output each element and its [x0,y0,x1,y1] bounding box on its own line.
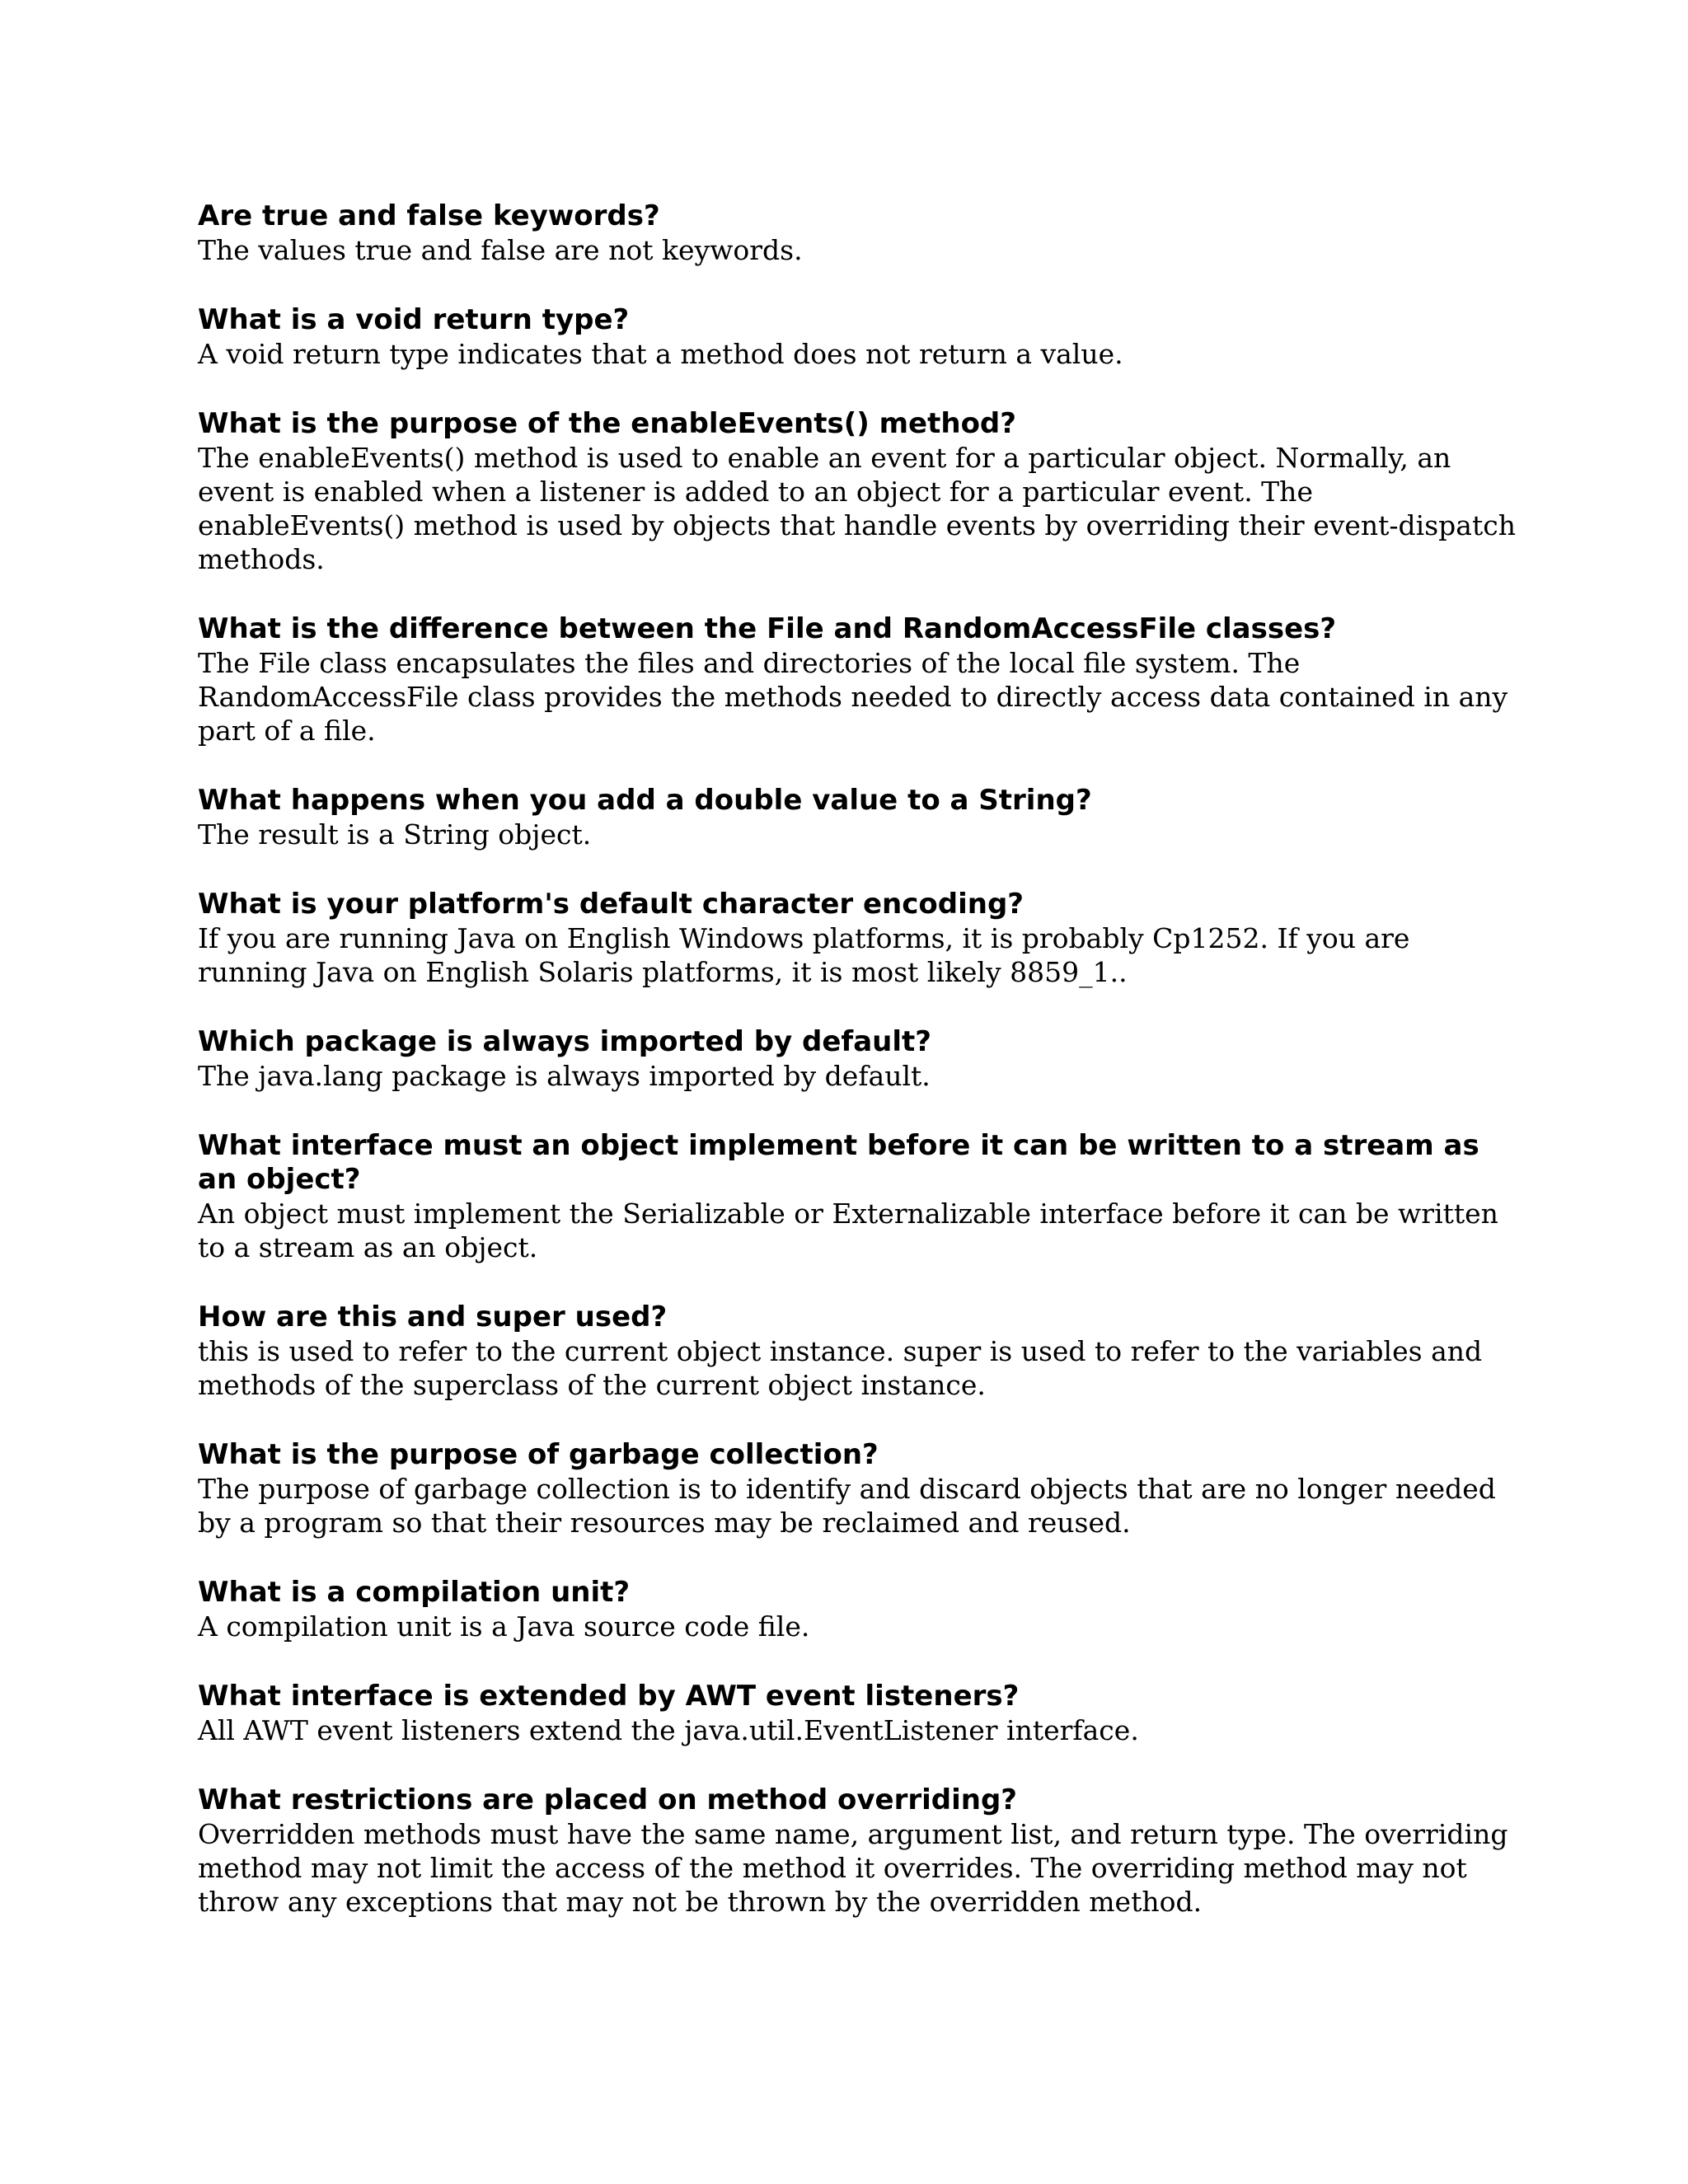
question-heading: What restrictions are placed on method overriding? [198,1783,1018,1816]
answer-text: The enableEvents() method is used to enable an event for a particular object. Normally, an event is enabled when a listener is added to an object for a particular event. The enableEvents() method is used by objects that handle events by overriding their event-dispatch methods. [198,442,1516,575]
question-heading: What is a compilation unit? [198,1576,631,1609]
question-heading: What interface must an object implement before it can be written to a stream as an object? [198,1129,1479,1196]
answer-text: The File class encapsulates the files and directories of the local file system. The RandomAccessFile class provides the methods needed to directly access data contained in any part of a file. [198,647,1508,747]
question-heading: What interface is extended by AWT event listeners? [198,1680,1020,1713]
question-heading: What is the purpose of garbage collection? [198,1438,879,1471]
qa-item [198,888,1517,989]
qa-item [198,1680,1517,1747]
qa-item [198,199,1517,267]
answer-text: The purpose of garbage collection is to identify and discard objects that are no longer needed by a program so that their resources may be reclaimed and reused. [198,1473,1496,1539]
answer-text: An object must implement the Serializable or Externalizable interface before it can be written to a stream as an object. [198,1197,1498,1263]
qa-item [198,1438,1517,1540]
qa-item [198,407,1517,576]
answer-text: The values true and false are not keywords. [198,234,803,266]
qa-item [198,612,1517,748]
question-heading: What is a void return type? [198,303,630,336]
qa-item [198,1025,1517,1093]
qa-item [198,1576,1517,1643]
qa-item [198,784,1517,851]
question-heading: What happens when you add a double value to a String? [198,784,1092,817]
qa-item [198,1129,1517,1264]
question-heading: How are this and super used? [198,1301,668,1333]
question-heading: Which package is always imported by default? [198,1025,931,1058]
question-heading: What is the difference between the File and RandomAccessFile classes? [198,612,1337,645]
question-heading: What is the purpose of the enableEvents() method? [198,407,1016,440]
document-page [198,199,1517,1955]
qa-item [198,1783,1517,1919]
answer-text: If you are running Java on English Windows platforms, it is probably Cp1252. If you are running Java on English Solaris platforms, it is most likely 8859_1.. [198,922,1410,988]
answer-text: All AWT event listeners extend the java.util.EventListener interface. [198,1714,1139,1746]
answer-text: this is used to refer to the current object instance. super is used to refer to the variables and methods of the superclass of the current object instance. [198,1335,1483,1401]
answer-text: Overridden methods must have the same name, argument list, and return type. The overriding method may not limit the access of the method it overrides. The overriding method may not throw any exceptions that may not be thrown by the overridden method. [198,1818,1508,1918]
answer-text: The result is a String object. [198,818,592,851]
qa-item [198,303,1517,371]
qa-item [198,1301,1517,1402]
question-heading: What is your platform's default character encoding? [198,888,1025,921]
answer-text: The java.lang package is always imported by default. [198,1060,931,1092]
answer-text: A void return type indicates that a method does not return a value. [198,338,1123,370]
question-heading: Are true and false keywords? [198,199,660,232]
answer-text: A compilation unit is a Java source code file. [198,1610,810,1643]
